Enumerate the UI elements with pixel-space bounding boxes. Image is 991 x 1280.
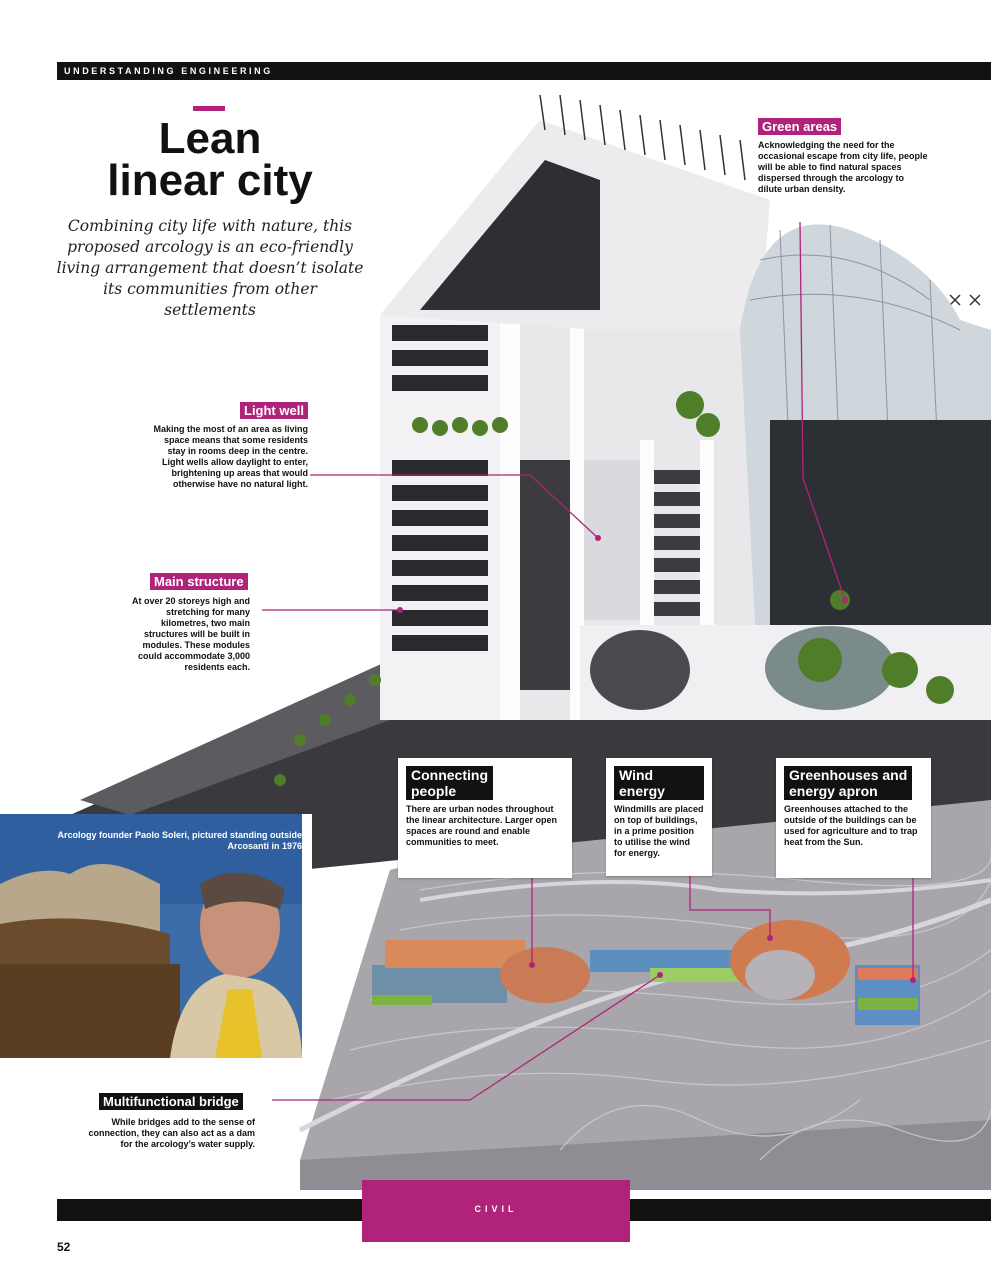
connecting-people-label [406, 766, 493, 800]
green-areas-label: Green areas [758, 118, 841, 135]
main-structure-label: Main structure [150, 573, 248, 590]
wind-energy-callout [606, 758, 712, 876]
connecting-people-label-line1: Connecting [411, 767, 488, 783]
article-title [60, 114, 360, 205]
section-tab [362, 1180, 630, 1242]
bridge-label: Multifunctional bridge [99, 1093, 243, 1110]
founder-photo-frame [0, 814, 312, 1060]
connecting-people-label-line2: people [411, 783, 457, 799]
article-title-line1: Lean [158, 114, 262, 163]
arch-opening [590, 630, 690, 710]
light-well-label: Light well [240, 402, 308, 419]
bridge-text: While bridges add to the sense of connection, they can also act as a dam for the arcology’s water supply. [88, 1117, 255, 1149]
greenhouses-label-line1: Greenhouses and [789, 767, 908, 783]
light-well-shaft [584, 460, 640, 620]
article-title-line2: linear city [107, 156, 313, 205]
section-tab-label: CIVIL [474, 1204, 518, 1214]
section-header-label: UNDERSTANDING ENGINEERING [64, 66, 273, 76]
greenhouses-callout [776, 758, 931, 878]
section-header-bar [57, 62, 991, 80]
main-structure-text: At over 20 storeys high and stretching for many kilometres, two main structures will be built in modules. These modules could accommodate 3,000 residents each. [131, 596, 250, 672]
wind-energy-text: Windmills are placed on top of buildings, in a prime position to utilise the wind for energy. [614, 804, 704, 858]
page-number: 52 [57, 1240, 71, 1254]
connecting-people-callout [398, 758, 572, 878]
light-well-text: Making the most of an area as living space means that some residents stay in rooms deep in the centre. Light wells allow daylight to enter, brightening up areas that would otherwise have no natural light. [153, 424, 308, 489]
article-standfirst: Combining city life with nature, this proposed arcology is an eco-friendly living arrangement that doesn’t isolate its communities from other settlements [56, 217, 364, 319]
wind-energy-label: Wind energy [614, 766, 704, 800]
connecting-people-text: There are urban nodes throughout the linear architecture. Larger open spaces are round and enable communities to meet. [406, 804, 558, 847]
green-areas-text: Acknowledging the need for the occasional escape from city life, people will be able to find natural spaces dispersed through the arcology to dilute urban density. [758, 140, 928, 194]
greenhouses-label [784, 766, 912, 800]
founder-photo-caption: Arcology founder Paolo Soleri, pictured standing outside Arcosanti in 1976 [57, 830, 302, 851]
greenhouses-text: Greenhouses attached to the outside of the buildings can be used for agriculture and to trap heat from the Sun. [784, 804, 918, 847]
greenhouses-label-line2: energy apron [789, 783, 878, 799]
title-accent-dash [193, 106, 225, 111]
